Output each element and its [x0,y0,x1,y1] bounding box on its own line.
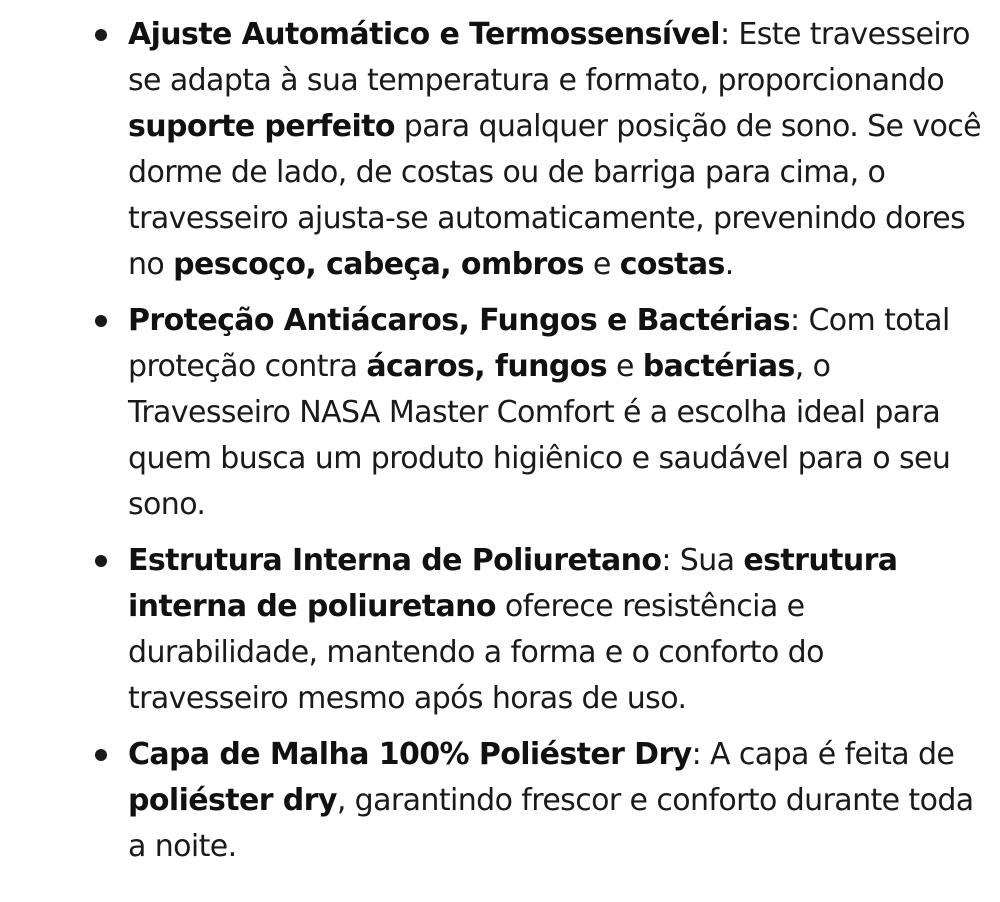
bullet-icon [95,29,107,41]
bullet-icon [95,555,107,567]
feature-text: e [583,247,620,282]
feature-highlight: pescoço, cabeça, ombros [173,247,584,282]
bullet-icon [95,315,107,327]
feature-text: . [724,247,734,282]
feature-highlight: bactérias [642,349,795,384]
feature-text: e [607,349,643,384]
feature-highlight: suporte perfeito [128,109,395,144]
feature-text: , garantindo frescor e conforto durante toda a noite. [128,783,974,864]
feature-text: , o Travesseiro NASA Master Comfort é a escolha ideal para quem busca um produto higiênico e saudável para o seu sono. [128,349,951,522]
feature-text: : Sua [661,543,744,578]
feature-title: Proteção Antiácaros, Fungos e Bactérias [128,303,790,338]
feature-title: Estrutura Interna de Poliuretano [128,543,662,578]
feature-text: : A capa é feita de [691,737,955,772]
feature-text: para qualquer posição de sono. Se você dorme de lado, de costas ou de barriga para cima, o travesseiro ajusta-se automaticamente, prevenindo dores no [128,109,982,282]
feature-item-capa [0,732,1000,870]
feature-highlight: estrutura interna de poliuretano [128,543,898,624]
feature-highlight: poliéster dry [128,783,337,818]
feature-item-ajuste [0,12,1000,288]
feature-highlight: costas [619,247,725,282]
feature-title: Ajuste Automático e Termossensível [128,17,720,52]
bullet-icon [95,749,107,761]
feature-text: oferece resistência e durabilidade, mantendo a forma e o conforto do travesseiro mesmo após horas de uso. [128,589,824,716]
feature-item-estrutura [0,538,1000,722]
feature-text: : Este travesseiro se adapta à sua temperatura e formato, proporcionando [128,17,970,98]
feature-item-protecao [0,298,1000,528]
feature-title: Capa de Malha 100% Poliéster Dry [128,737,692,772]
feature-highlight: ácaros, fungos [366,349,608,384]
feature-text: : Com total proteção contra [128,303,950,384]
